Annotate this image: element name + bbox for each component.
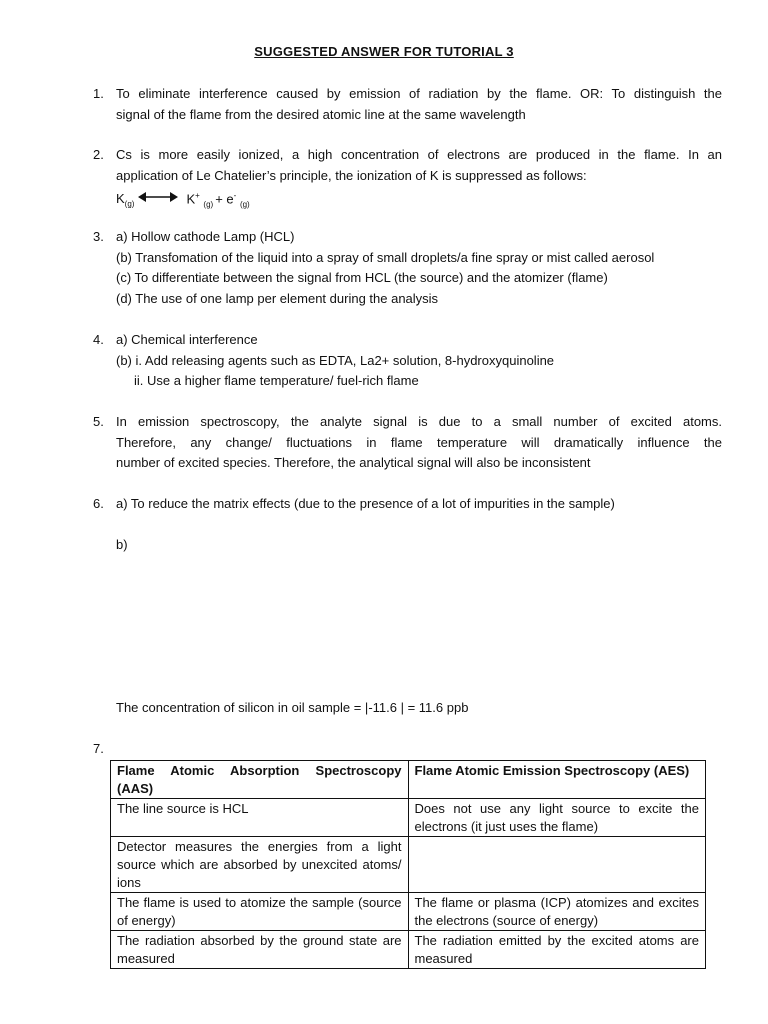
table-cell-aes: The flame or plasma (ICP) atomizes and excites the electrons (source of energy) (408, 893, 706, 931)
answer-2 (93, 145, 722, 215)
answer-6-result (93, 698, 722, 719)
table-cell-aas: The flame is used to atomize the sample (source of energy) (111, 893, 409, 931)
answer-number: 6. (93, 496, 104, 511)
answer-number: 7. (93, 741, 104, 756)
ionization-equation (116, 186, 722, 215)
page-title: SUGGESTED ANSWER FOR TUTORIAL 3 (254, 44, 514, 59)
eq-kplus: K (186, 191, 196, 207)
eq-k-state: (g) (124, 199, 135, 209)
table-header-row (111, 761, 706, 799)
answer-text: In emission spectroscopy, the analyte signal is due to a small number of excited atoms. (116, 414, 722, 429)
eq-k: K (116, 191, 125, 207)
eq-electron: + e (215, 191, 234, 207)
answer-number: 1. (93, 86, 104, 101)
eq-electron-charge: - (233, 191, 237, 200)
answer-part-a: a) Chemical interference (116, 332, 258, 347)
answer-3 (93, 227, 722, 309)
table-header-aes: Flame Atomic Emission Spectroscopy (AES) (408, 761, 706, 799)
table-cell-aas: Detector measures the energies from a light source which are absorbed by unexcited atoms/ ions (111, 837, 409, 893)
answer-part-b: (b) i. Add releasing agents such as EDTA, La2+ solution, 8-hydroxyquinoline (116, 352, 555, 368)
table-row (111, 837, 706, 893)
eq-kplus-state: (g) (203, 199, 214, 209)
answer-text: application of Le Chatelier’s principle, the ionization of K is suppressed as follows: (116, 167, 587, 183)
answer-text: number of excited species. Therefore, the analytical signal will also be inconsistent (116, 455, 591, 470)
eq-electron-state: (g) (239, 199, 250, 209)
table-cell-aas: The line source is HCL (111, 799, 409, 837)
table-cell-aas: The radiation absorbed by the ground state are measured (111, 931, 409, 969)
answer-text: signal of the flame from the desired atomic line at the same wavelength (116, 106, 526, 122)
answer-number: 5. (93, 414, 104, 429)
answer-5 (93, 412, 722, 474)
table-row (111, 893, 706, 931)
answer-text: To eliminate interference caused by emission of radiation by the flame. OR: To distinguish the (116, 86, 722, 101)
answer-1 (93, 84, 722, 125)
answer-number: 3. (93, 229, 104, 244)
answer-part-a: a) Hollow cathode Lamp (HCL) (116, 229, 295, 244)
table-header-aas: Flame Atomic Absorption Spectroscopy (AAS) (111, 761, 409, 799)
answer-part-b-ii: ii. Use a higher flame temperature/ fuel-rich flame (134, 373, 419, 388)
table-cell-aes (408, 837, 706, 893)
answer-part-a: a) To reduce the matrix effects (due to the presence of a lot of impurities in the sample) (116, 496, 615, 511)
answer-text: Therefore, any change/ fluctuations in flame temperature will dramatically influence the (116, 434, 722, 450)
answer-part-c: (c) To differentiate between the signal from HCL (the source) and the atomizer (flame) (116, 270, 608, 285)
answer-number: 4. (93, 332, 104, 347)
table-cell-aes: Does not use any light source to excite the electrons (it just uses the flame) (408, 799, 706, 837)
equilibrium-arrow-icon (138, 191, 178, 203)
answer-part-b: (b) Transfomation of the liquid into a spray of small droplets/a fine spray or mist called aerosol (116, 249, 655, 265)
silicon-concentration-result: The concentration of silicon in oil sample = |-11.6 | = 11.6 ppb (116, 700, 469, 715)
answer-6 (93, 494, 722, 555)
answer-part-b: b) (116, 536, 128, 552)
answer-4 (93, 330, 722, 392)
table-row (111, 799, 706, 837)
aas-aes-comparison-table (110, 760, 706, 969)
eq-kplus-charge: + (195, 191, 200, 200)
answer-part-d: (d) The use of one lamp per element during the analysis (116, 290, 439, 306)
answer-number: 2. (93, 147, 104, 162)
answer-text: Cs is more easily ionized, a high concentration of electrons are produced in the flame. In an (116, 147, 722, 162)
table-row (111, 931, 706, 969)
table-cell-aes: The radiation emitted by the excited atoms are measured (408, 931, 706, 969)
